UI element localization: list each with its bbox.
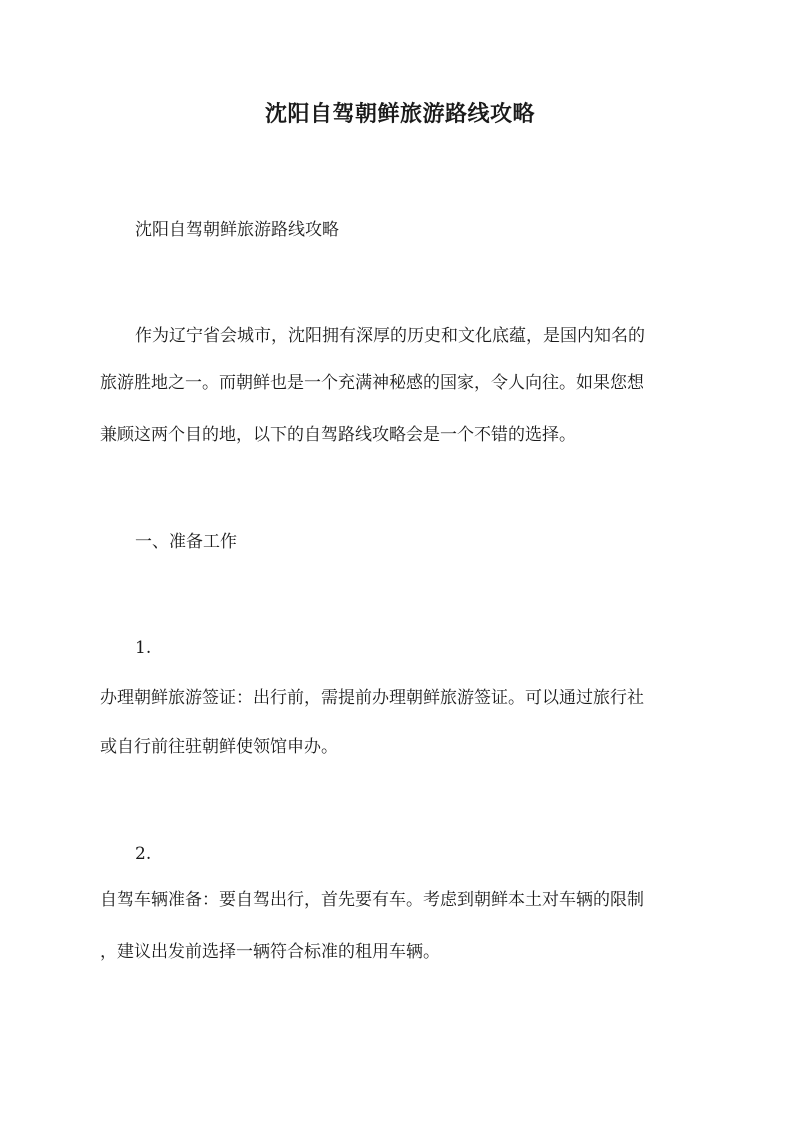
subtitle: 沈阳自驾朝鲜旅游路线攻略 [135, 220, 339, 240]
item-2-line-2: ，建议出发前选择一辆符合标准的租用车辆。 [100, 942, 440, 962]
item-1-line-1: 办理朝鲜旅游签证：出行前，需提前办理朝鲜旅游签证。可以通过旅行社 [100, 688, 644, 708]
intro-line-3: 兼顾这两个目的地，以下的自驾路线攻略会是一个不错的选择。 [100, 425, 576, 445]
item-1-line-2: 或自行前往驻朝鲜使领馆申办。 [100, 737, 338, 757]
section-heading-prep: 一、准备工作 [135, 532, 237, 552]
document-title: 沈阳自驾朝鲜旅游路线攻略 [264, 101, 535, 127]
intro-line-1: 作为辽宁省会城市，沈阳拥有深厚的历史和文化底蕴，是国内知名的 [135, 326, 645, 346]
intro-line-2: 旅游胜地之一。而朝鲜也是一个充满神秘感的国家，令人向往。如果您想 [100, 373, 644, 393]
item-2-line-1: 自驾车辆准备：要自驾出行，首先要有车。考虑到朝鲜本土对车辆的限制 [100, 890, 644, 910]
item-2-number: 2. [135, 844, 152, 864]
item-1-number: 1. [135, 638, 152, 658]
